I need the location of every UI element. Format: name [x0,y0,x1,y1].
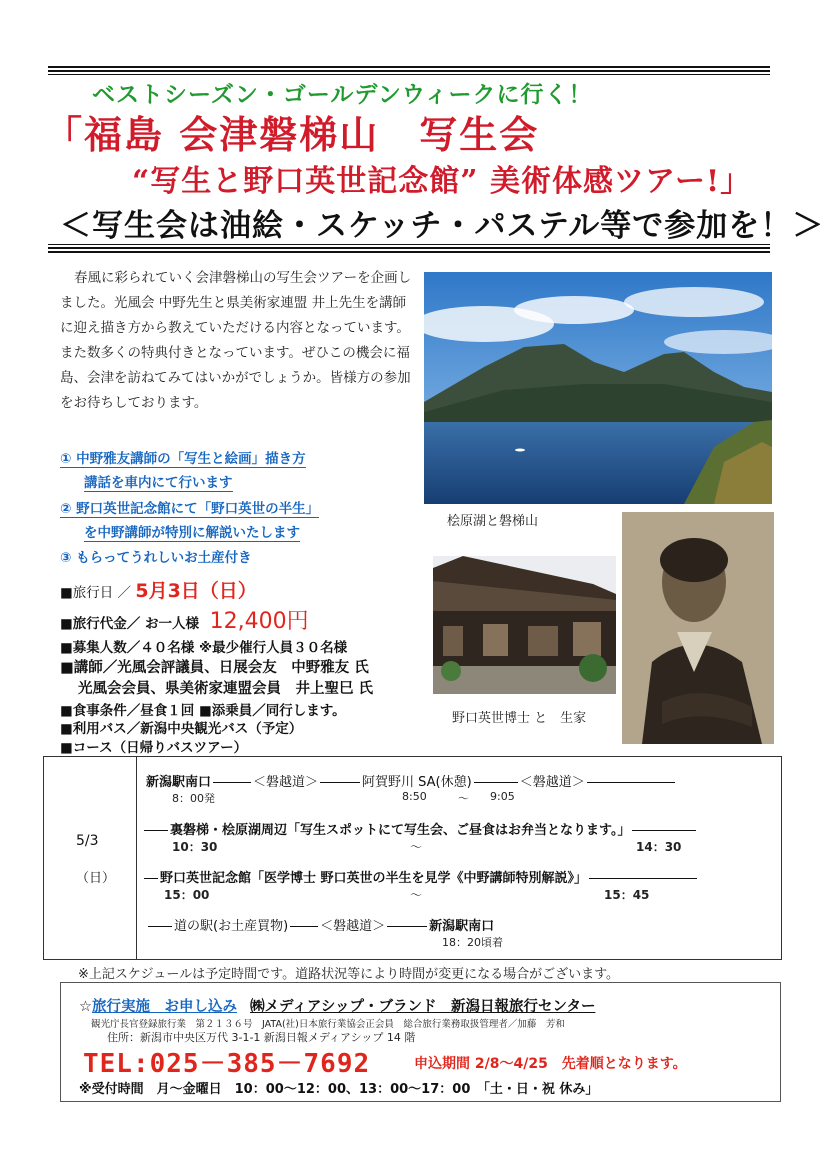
time-depart: 8：00発 [172,792,215,805]
schedule-table [43,756,782,960]
info-price [60,604,309,635]
route-banetsu-1: ＜磐越道＞ [253,775,319,790]
lake-mountain-photo [424,272,772,504]
time-museum-to: 15：45 [604,888,650,902]
intro-paragraph [60,266,412,416]
lake-caption: 桧原湖と磐梯山 [447,514,539,529]
perk-1 [60,447,306,467]
schedule-date: 5/3 [76,833,99,849]
header-rule-1 [48,244,770,245]
contact-box [60,982,781,1102]
perk-1-cont [84,471,233,491]
schedule-row-4 [146,915,494,934]
top-rule-2 [48,70,770,72]
info-instructor-1: ■講師／光風会評議員、日展会友 中野雅友 氏 [60,660,369,676]
stop-urabandai: 裏磐梯・桧原湖周辺「写生スポットにて写生会、ご昼食はお弁当となります。」 [170,823,631,838]
route-banetsu-3: ＜磐越道＞ [320,919,386,934]
date-label: ■旅行日 ／ [60,585,132,601]
apply-label: 旅行実施 お申し込み [92,999,237,1015]
phone-number[interactable]: TEL:025－385－7692 [83,1049,371,1079]
time-sketch-from: 10：30 [172,840,218,854]
info-instructor-2: 光風会会員、県美術家連盟会員 井上聖巳 氏 [78,681,374,697]
price-label: ■旅行代金／ お一人様 [60,616,199,632]
application-period: 申込期間 2/8～4/25 先着順となります。 [414,1056,687,1072]
info-course: ■コース（日帰りバスツアー） [60,740,248,756]
noguchi-portrait-photo [622,512,774,744]
perk-1-line1: ① 中野雅友講師の「写生と絵画」描き方 [60,451,306,467]
contact-header [79,995,595,1016]
star-icon: ☆ [79,999,92,1015]
stop-noguchi-museum: 野口英世記念館「医学博士 野口英世の半生を見学《中野講師特別解説》」 [160,871,588,886]
perk-3 [60,546,252,566]
info-capacity: ■募集人数／４０名様 ※最少催行人員３０名様 [60,640,348,656]
schedule-row-2 [142,819,698,838]
info-meals: ■食事条件／昼食１回 ■添乗員／同行します。 [60,703,346,719]
company-name: ㈱メディアシップ・ブランド 新潟日報旅行センター [250,999,596,1015]
kicker-text: ベストシーズン・ゴールデンウィークに行く！ [92,82,593,108]
top-rule-1 [48,66,770,68]
intro-text: 春風に彩られていく会津磐梯山の写生会ツアーを企画しました。光風会 中野先生と県美術家連盟 井上先生を講師に迎え描き方から教えていただける内容となっています。また数多くの特典付きとなっています。ぜひこの機会に福島、会津を訪ねてみてはいかがでしょうか。皆様方の参加をお待ちしております。 [60,270,412,411]
perk-2-line2: を中野講師が特別に解説いたします [84,525,300,541]
stop-michinoeki: 道の駅(お土産買物) [174,919,289,934]
page-subtitle: “写生と野口英世記念館” 美術体感ツアー!」 [132,164,752,199]
stop-agano-sa: 阿賀野川 SA(休憩) [362,775,472,790]
time-museum-tilde: ～ [410,888,423,902]
schedule-row-1 [146,771,677,790]
portrait-caption: 野口英世博士 と 生家 [452,711,587,726]
schedule-note: ※上記スケジュールは予定時間です。道路状況等により時間が変更になる場合がございます。 [78,967,620,982]
time-museum-from: 15：00 [164,888,210,902]
reception-hours: ※受付時間 月～金曜日 10：00～12：00、13：00～17：00 「土・日・祝 休み」 [79,1082,599,1097]
perk-1-line2: 講話を車内にて行います [84,475,233,491]
info-date [60,576,257,603]
license-line: 観光庁長官登録旅行業 第２１３６号 JATA(社)日本旅行業協会正会員 総合旅行業務取扱管理者／加藤 芳和 [91,1019,565,1030]
time-sketch-to: 14：30 [636,840,682,854]
page-tagline: ＜写生会は油絵・スケッチ・パステル等で参加を！＞ [60,208,825,244]
schedule-weekday: （日） [76,871,116,886]
perk-2-cont [84,521,300,541]
schedule-row-3 [142,867,699,886]
header-rule-2 [48,247,770,249]
stop-niigata-station: 新潟駅南口 [146,775,212,790]
time-sa-tilde: ～ [458,792,469,805]
date-value: 5月3日（日） [135,580,257,602]
page-title: 「福島 会津磐梯山 写生会 [44,112,540,157]
perk-2 [60,497,319,517]
schedule-divider [136,757,137,959]
perk-3-line1: ③ もらってうれしいお土産付き [60,550,252,566]
birthplace-house-photo [433,556,616,694]
stop-niigata-station-return: 新潟駅南口 [429,919,495,934]
time-sa-to: 9:05 [490,790,515,803]
time-sketch-tilde: ～ [410,840,423,854]
top-rule-3 [48,74,770,75]
address-line: 住所：新潟市中央区万代 3-1-1 新潟日報メディアシップ 14 階 [107,1031,416,1044]
price-value: 12,400円 [209,609,309,634]
info-bus: ■利用バス／新潟中央観光バス（予定） [60,721,303,737]
header-rule-3 [48,251,770,253]
time-arrive: 18：20頃着 [442,936,503,949]
route-banetsu-2: ＜磐越道＞ [519,775,585,790]
time-sa-from: 8:50 [402,790,427,803]
perk-2-line1: ② 野口英世記念館にて「野口英世の半生」 [60,501,320,517]
